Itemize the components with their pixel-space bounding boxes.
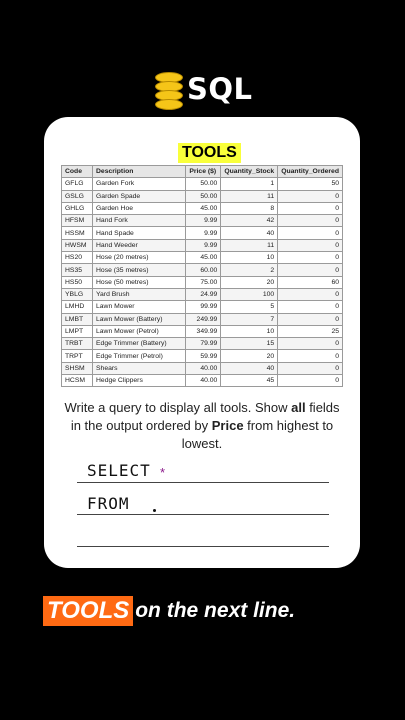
database-icon [155, 72, 181, 108]
cell-code: HSSM [62, 227, 93, 239]
cell-price: 79.99 [186, 338, 221, 350]
table-row [62, 288, 343, 300]
cell-code: HS50 [62, 276, 93, 288]
cell-code: HS35 [62, 264, 93, 276]
cell-quantity-stock: 10 [221, 252, 278, 264]
cell-quantity-ordered: 0 [278, 252, 343, 264]
cell-price: 249.99 [186, 313, 221, 325]
cell-quantity-ordered: 0 [278, 288, 343, 300]
table-title: TOOLS [178, 143, 241, 163]
answer-line-1[interactable] [77, 482, 329, 483]
cell-quantity-ordered: 0 [278, 362, 343, 374]
cell-quantity-ordered: 60 [278, 276, 343, 288]
cell-price: 40.00 [186, 362, 221, 374]
cell-price: 45.00 [186, 252, 221, 264]
cell-quantity-stock: 42 [221, 215, 278, 227]
cell-quantity-ordered: 0 [278, 301, 343, 313]
cell-price: 99.99 [186, 301, 221, 313]
cell-description: Hose (50 metres) [93, 276, 186, 288]
cell-quantity-ordered: 0 [278, 338, 343, 350]
cell-quantity-ordered: 0 [278, 239, 343, 251]
cell-price: 45.00 [186, 202, 221, 214]
cell-price: 60.00 [186, 264, 221, 276]
col-header-quantity-stock: Quantity_Stock [221, 166, 278, 178]
cell-quantity-ordered: 0 [278, 350, 343, 362]
table-header-row [62, 166, 343, 178]
cell-description: Hose (35 metres) [93, 264, 186, 276]
cell-quantity-ordered: 0 [278, 190, 343, 202]
cell-price: 9.99 [186, 215, 221, 227]
cell-description: Garden Fork [93, 178, 186, 190]
table-row [62, 252, 343, 264]
cell-description: Garden Spade [93, 190, 186, 202]
question-text: Write a query to display all tools. Show all fields in the output ordered by Price from highest to lowest. [64, 400, 340, 451]
answer-line-2[interactable] [77, 514, 329, 515]
col-header-code: Code [62, 166, 93, 178]
cell-description: Garden Hoe [93, 202, 186, 214]
answer-line-3[interactable] [77, 546, 329, 547]
table-body [62, 178, 343, 387]
table-row [62, 190, 343, 202]
cell-price: 40.00 [186, 375, 221, 387]
table-row [62, 375, 343, 387]
table-row [62, 202, 343, 214]
cell-price: 9.99 [186, 239, 221, 251]
table-row [62, 301, 343, 313]
cell-code: TRPT [62, 350, 93, 362]
cell-price: 9.99 [186, 227, 221, 239]
select-star: * [160, 465, 166, 480]
cell-description: Lawn Mower (Battery) [93, 313, 186, 325]
cell-quantity-stock: 40 [221, 227, 278, 239]
cell-description: Hand Fork [93, 215, 186, 227]
cell-description: Yard Brush [93, 288, 186, 300]
cell-code: GHLG [62, 202, 93, 214]
cell-quantity-stock: 15 [221, 338, 278, 350]
table-row [62, 239, 343, 251]
cell-quantity-stock: 11 [221, 190, 278, 202]
cell-code: LMBT [62, 313, 93, 325]
cell-quantity-ordered: 25 [278, 325, 343, 337]
cell-quantity-stock: 7 [221, 313, 278, 325]
cell-price: 50.00 [186, 190, 221, 202]
cell-description: Shears [93, 362, 186, 374]
answer-dot [153, 509, 156, 512]
cell-code: YBLG [62, 288, 93, 300]
cell-code: TRBT [62, 338, 93, 350]
cell-quantity-stock: 10 [221, 325, 278, 337]
cell-quantity-stock: 20 [221, 276, 278, 288]
table-row [62, 313, 343, 325]
table-row [62, 178, 343, 190]
cell-code: HCSM [62, 375, 93, 387]
cell-quantity-stock: 45 [221, 375, 278, 387]
cell-description: Edge Trimmer (Petrol) [93, 350, 186, 362]
answer-line-1-text: SELECT [87, 461, 151, 480]
cell-quantity-ordered: 0 [278, 215, 343, 227]
cell-code: LMPT [62, 325, 93, 337]
cell-quantity-stock: 11 [221, 239, 278, 251]
col-header-quantity-ordered: Quantity_Ordered [278, 166, 343, 178]
cell-quantity-ordered: 0 [278, 375, 343, 387]
caption [43, 596, 295, 626]
cell-price: 349.99 [186, 325, 221, 337]
tools-table [61, 165, 343, 387]
cell-quantity-ordered: 0 [278, 227, 343, 239]
cell-description: Hose (20 metres) [93, 252, 186, 264]
table-row [62, 338, 343, 350]
question-card [44, 117, 360, 568]
cell-description: Hand Weeder [93, 239, 186, 251]
cell-code: HWSM [62, 239, 93, 251]
cell-code: GFLG [62, 178, 93, 190]
cell-description: Edge Trimmer (Battery) [93, 338, 186, 350]
cell-price: 59.99 [186, 350, 221, 362]
cell-price: 50.00 [186, 178, 221, 190]
table-row [62, 264, 343, 276]
cell-code: HS20 [62, 252, 93, 264]
table-row [62, 276, 343, 288]
table-row [62, 362, 343, 374]
table-row [62, 215, 343, 227]
table-row [62, 325, 343, 337]
cell-quantity-stock: 8 [221, 202, 278, 214]
cell-quantity-stock: 1 [221, 178, 278, 190]
cell-quantity-stock: 2 [221, 264, 278, 276]
cell-code: HFSM [62, 215, 93, 227]
cell-price: 24.99 [186, 288, 221, 300]
table-row [62, 350, 343, 362]
cell-description: Hedge Clippers [93, 375, 186, 387]
cell-quantity-stock: 100 [221, 288, 278, 300]
cell-code: SHSM [62, 362, 93, 374]
cell-price: 75.00 [186, 276, 221, 288]
cell-quantity-ordered: 50 [278, 178, 343, 190]
cell-quantity-stock: 5 [221, 301, 278, 313]
cell-description: Lawn Mower (Petrol) [93, 325, 186, 337]
cell-quantity-ordered: 0 [278, 313, 343, 325]
col-header-description: Description [93, 166, 186, 178]
cell-quantity-ordered: 0 [278, 264, 343, 276]
cell-code: GSLG [62, 190, 93, 202]
table-row [62, 227, 343, 239]
cell-description: Hand Spade [93, 227, 186, 239]
brand-title: SQL [187, 72, 253, 106]
answer-line-2-text: FROM [87, 494, 130, 513]
cell-quantity-stock: 20 [221, 350, 278, 362]
cell-description: Lawn Mower [93, 301, 186, 313]
cell-quantity-ordered: 0 [278, 202, 343, 214]
col-header-price: Price ($) [186, 166, 221, 178]
cell-quantity-stock: 40 [221, 362, 278, 374]
cell-code: LMHD [62, 301, 93, 313]
caption-text: on the next line. [135, 599, 296, 622]
caption-highlight: TOOLS [43, 596, 133, 626]
brand-header [0, 70, 405, 110]
